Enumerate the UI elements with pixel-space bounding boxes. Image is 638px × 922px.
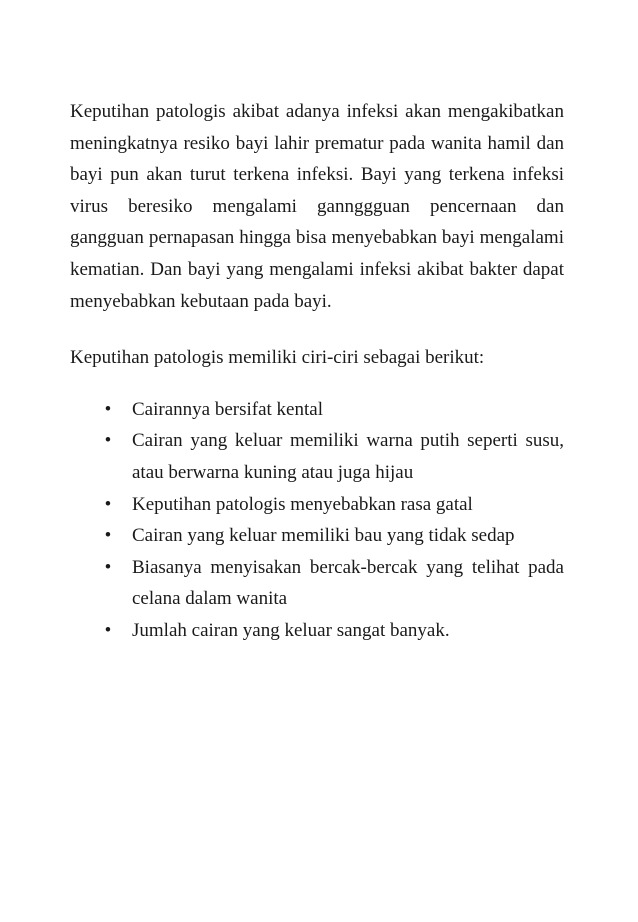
paragraph-complications: Keputihan patologis akibat adanya infeksi akan mengakibatkan meningkatnya resiko bayi lahir prematur pada wanita hamil dan bayi pun akan turut terkena infeksi. Bayi yang terkena infeksi virus beresiko mengalami gannggguan pencernaan dan gangguan pernapasan hingga bisa menyebabkan bayi mengalami kematian. Dan bayi yang mengalami infeksi akibat bakter dapat menyebabkan kebutaan pada bayi. <box>70 101 564 312</box>
list-item <box>70 489 564 521</box>
list-item <box>70 394 564 426</box>
characteristics-list <box>70 394 564 647</box>
bullet-icon: • <box>104 493 112 515</box>
list-item <box>70 552 564 615</box>
list-item <box>70 520 564 552</box>
list-item-text: Cairan yang keluar memiliki warna putih seperti susu, atau berwarna kuning atau juga hijau <box>132 430 564 483</box>
list-item <box>70 615 564 647</box>
list-item-text: Keputihan patologis menyebabkan rasa gatal <box>132 493 473 515</box>
list-item-text: Jumlah cairan yang keluar sangat banyak. <box>132 619 450 641</box>
list-item-text: Biasanya menyisakan bercak-bercak yang telihat pada celana dalam wanita <box>132 556 564 610</box>
list-item <box>70 425 564 488</box>
bullet-icon: • <box>104 619 112 641</box>
paragraph-characteristics-intro: Keputihan patologis memiliki ciri-ciri sebagai berikut: <box>70 347 485 369</box>
bullet-icon: • <box>104 398 112 420</box>
bullet-icon: • <box>104 556 112 578</box>
list-item-text: Cairan yang keluar memiliki bau yang tidak sedap <box>132 525 515 547</box>
bullet-icon: • <box>104 430 112 452</box>
list-item-text: Cairannya bersifat kental <box>132 398 323 420</box>
document-page <box>70 96 564 647</box>
bullet-icon: • <box>104 525 112 547</box>
